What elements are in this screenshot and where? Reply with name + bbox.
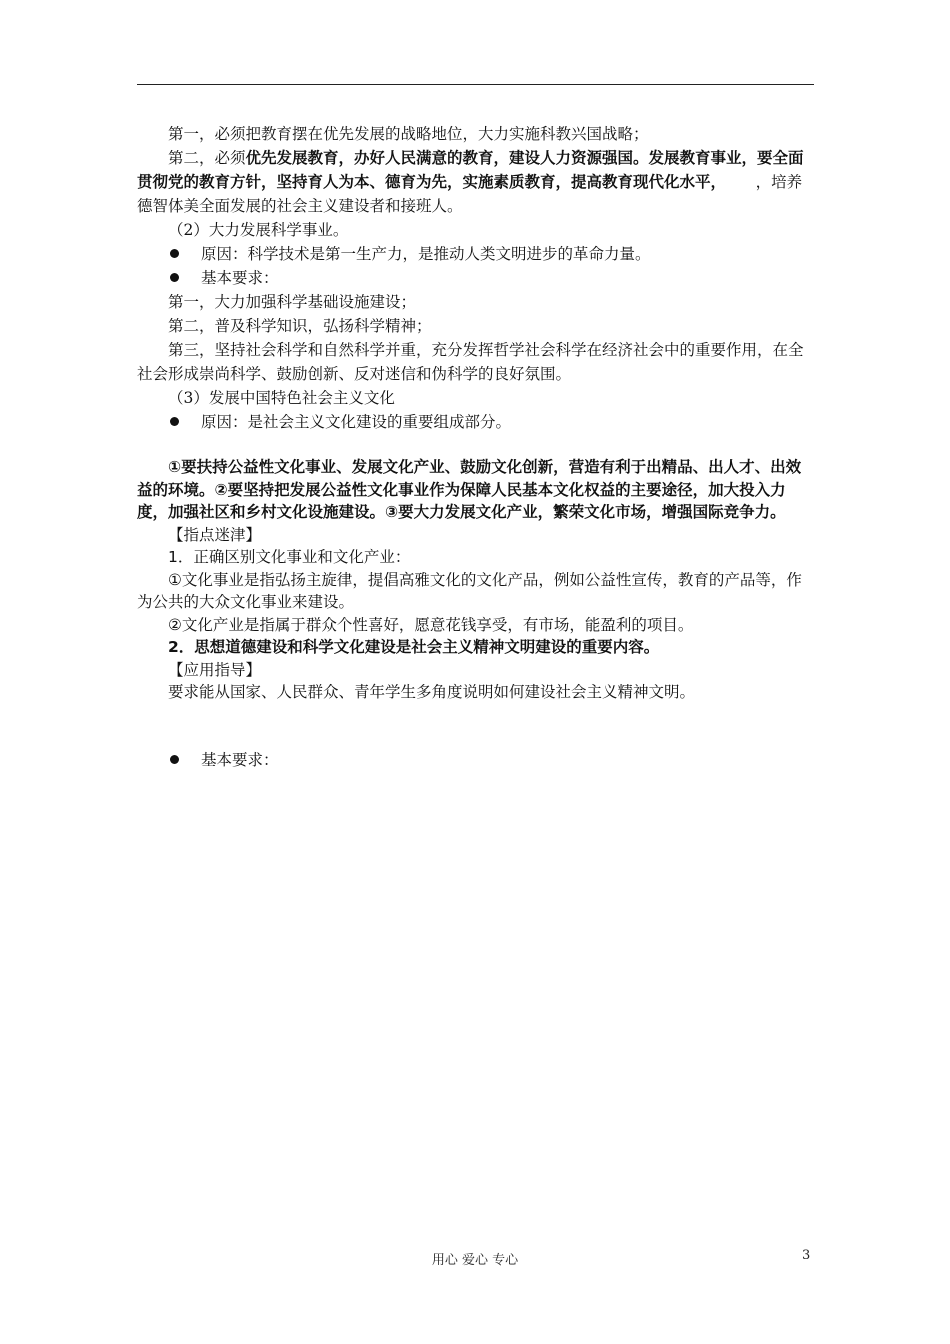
guide-title: 【应用指导】 — [168, 660, 262, 679]
paragraph: 第一，大力加强科学基础设施建设； — [168, 293, 417, 311]
header-rule — [137, 84, 814, 85]
tip-subitem: ②文化产业是指属于群众个性喜好，愿意花钱享受，有市场，能盈利的项目。 — [168, 615, 694, 634]
page-number: 3 — [802, 1248, 811, 1263]
bullet-dot-icon — [170, 249, 179, 258]
bold-paragraph: ①要扶持公益性文化事业、发展文化产业、鼓励文化创新，营造有利于出精品、出人才、出效益的环境。②要坚持把发展公益性文化事业作为保障人民基本文化权益的主要途径，加大投入力度，加强社区和乡村文化设施建设。③要大力发展文化产业，繁荣文化市场，增强国际竞争力。 — [137, 458, 802, 521]
bullet-dot-icon — [170, 417, 179, 426]
bullet-item — [137, 410, 814, 434]
paragraph: 第一，必须把教育摆在优先发展的战略地位，大力实施科教兴国战略； — [168, 125, 649, 143]
paragraph-gap — [726, 173, 756, 191]
paragraph-bold: 优先发展教育，办好人民满意的教育，建设人力资源强国。发展教育事业，要全面贯彻党的教育方针，坚持育人为本、德育为先，实施素质教育，提高教育现代化水平， — [137, 148, 804, 191]
section-heading: （3）发展中国特色社会主义文化 — [168, 389, 395, 407]
paragraph — [137, 146, 814, 218]
bullet-text: 原因：是社会主义文化建设的重要组成部分。 — [201, 413, 512, 431]
bullet-dot-icon — [170, 273, 179, 282]
guide-text: 要求能从国家、人民群众、青年学生多角度说明如何建设社会主义精神文明。 — [168, 683, 696, 701]
page-content — [137, 122, 814, 772]
paragraph-lead: 第二，必须 — [168, 149, 246, 167]
bullet-text: 基本要求： — [201, 750, 279, 769]
tip-subitem: ①文化事业是指弘扬主旋律，提倡高雅文化的文化产品，例如公益性宣传，教育的产品等，作为公共的大众文化事业来建设。 — [137, 570, 802, 611]
bullet-text: 原因：科学技术是第一生产力，是推动人类文明进步的革命力量。 — [201, 245, 651, 263]
bullet-text: 基本要求： — [201, 269, 279, 287]
tip-title: 【指点迷津】 — [168, 525, 262, 544]
bullet-dot-icon — [170, 755, 179, 764]
tip-item: 1．正确区别文化事业和文化产业： — [168, 548, 411, 566]
paragraph-tail: ，培养德智体美全面发展的社会主义建设者和接班人。 — [137, 173, 803, 215]
tip-item: 2．思想道德建设和科学文化建设是社会主义精神文明建设的重要内容。 — [168, 638, 660, 656]
bullet-item — [137, 242, 814, 266]
paragraph: 第三，坚持社会科学和自然科学并重，充分发挥哲学社会科学在经济社会中的重要作用，在全社会形成崇尚科学、鼓励创新、反对迷信和伪科学的良好氛围。 — [137, 341, 804, 383]
paragraph: 第二，普及科学知识，弘扬科学精神； — [168, 317, 432, 335]
bullet-item — [137, 266, 814, 290]
section-heading: （2）大力发展科学事业。 — [168, 221, 349, 239]
footer-motto: 用心 爱心 专心 — [431, 1253, 519, 1268]
inserted-block — [137, 456, 814, 704]
bullet-item — [137, 748, 814, 772]
